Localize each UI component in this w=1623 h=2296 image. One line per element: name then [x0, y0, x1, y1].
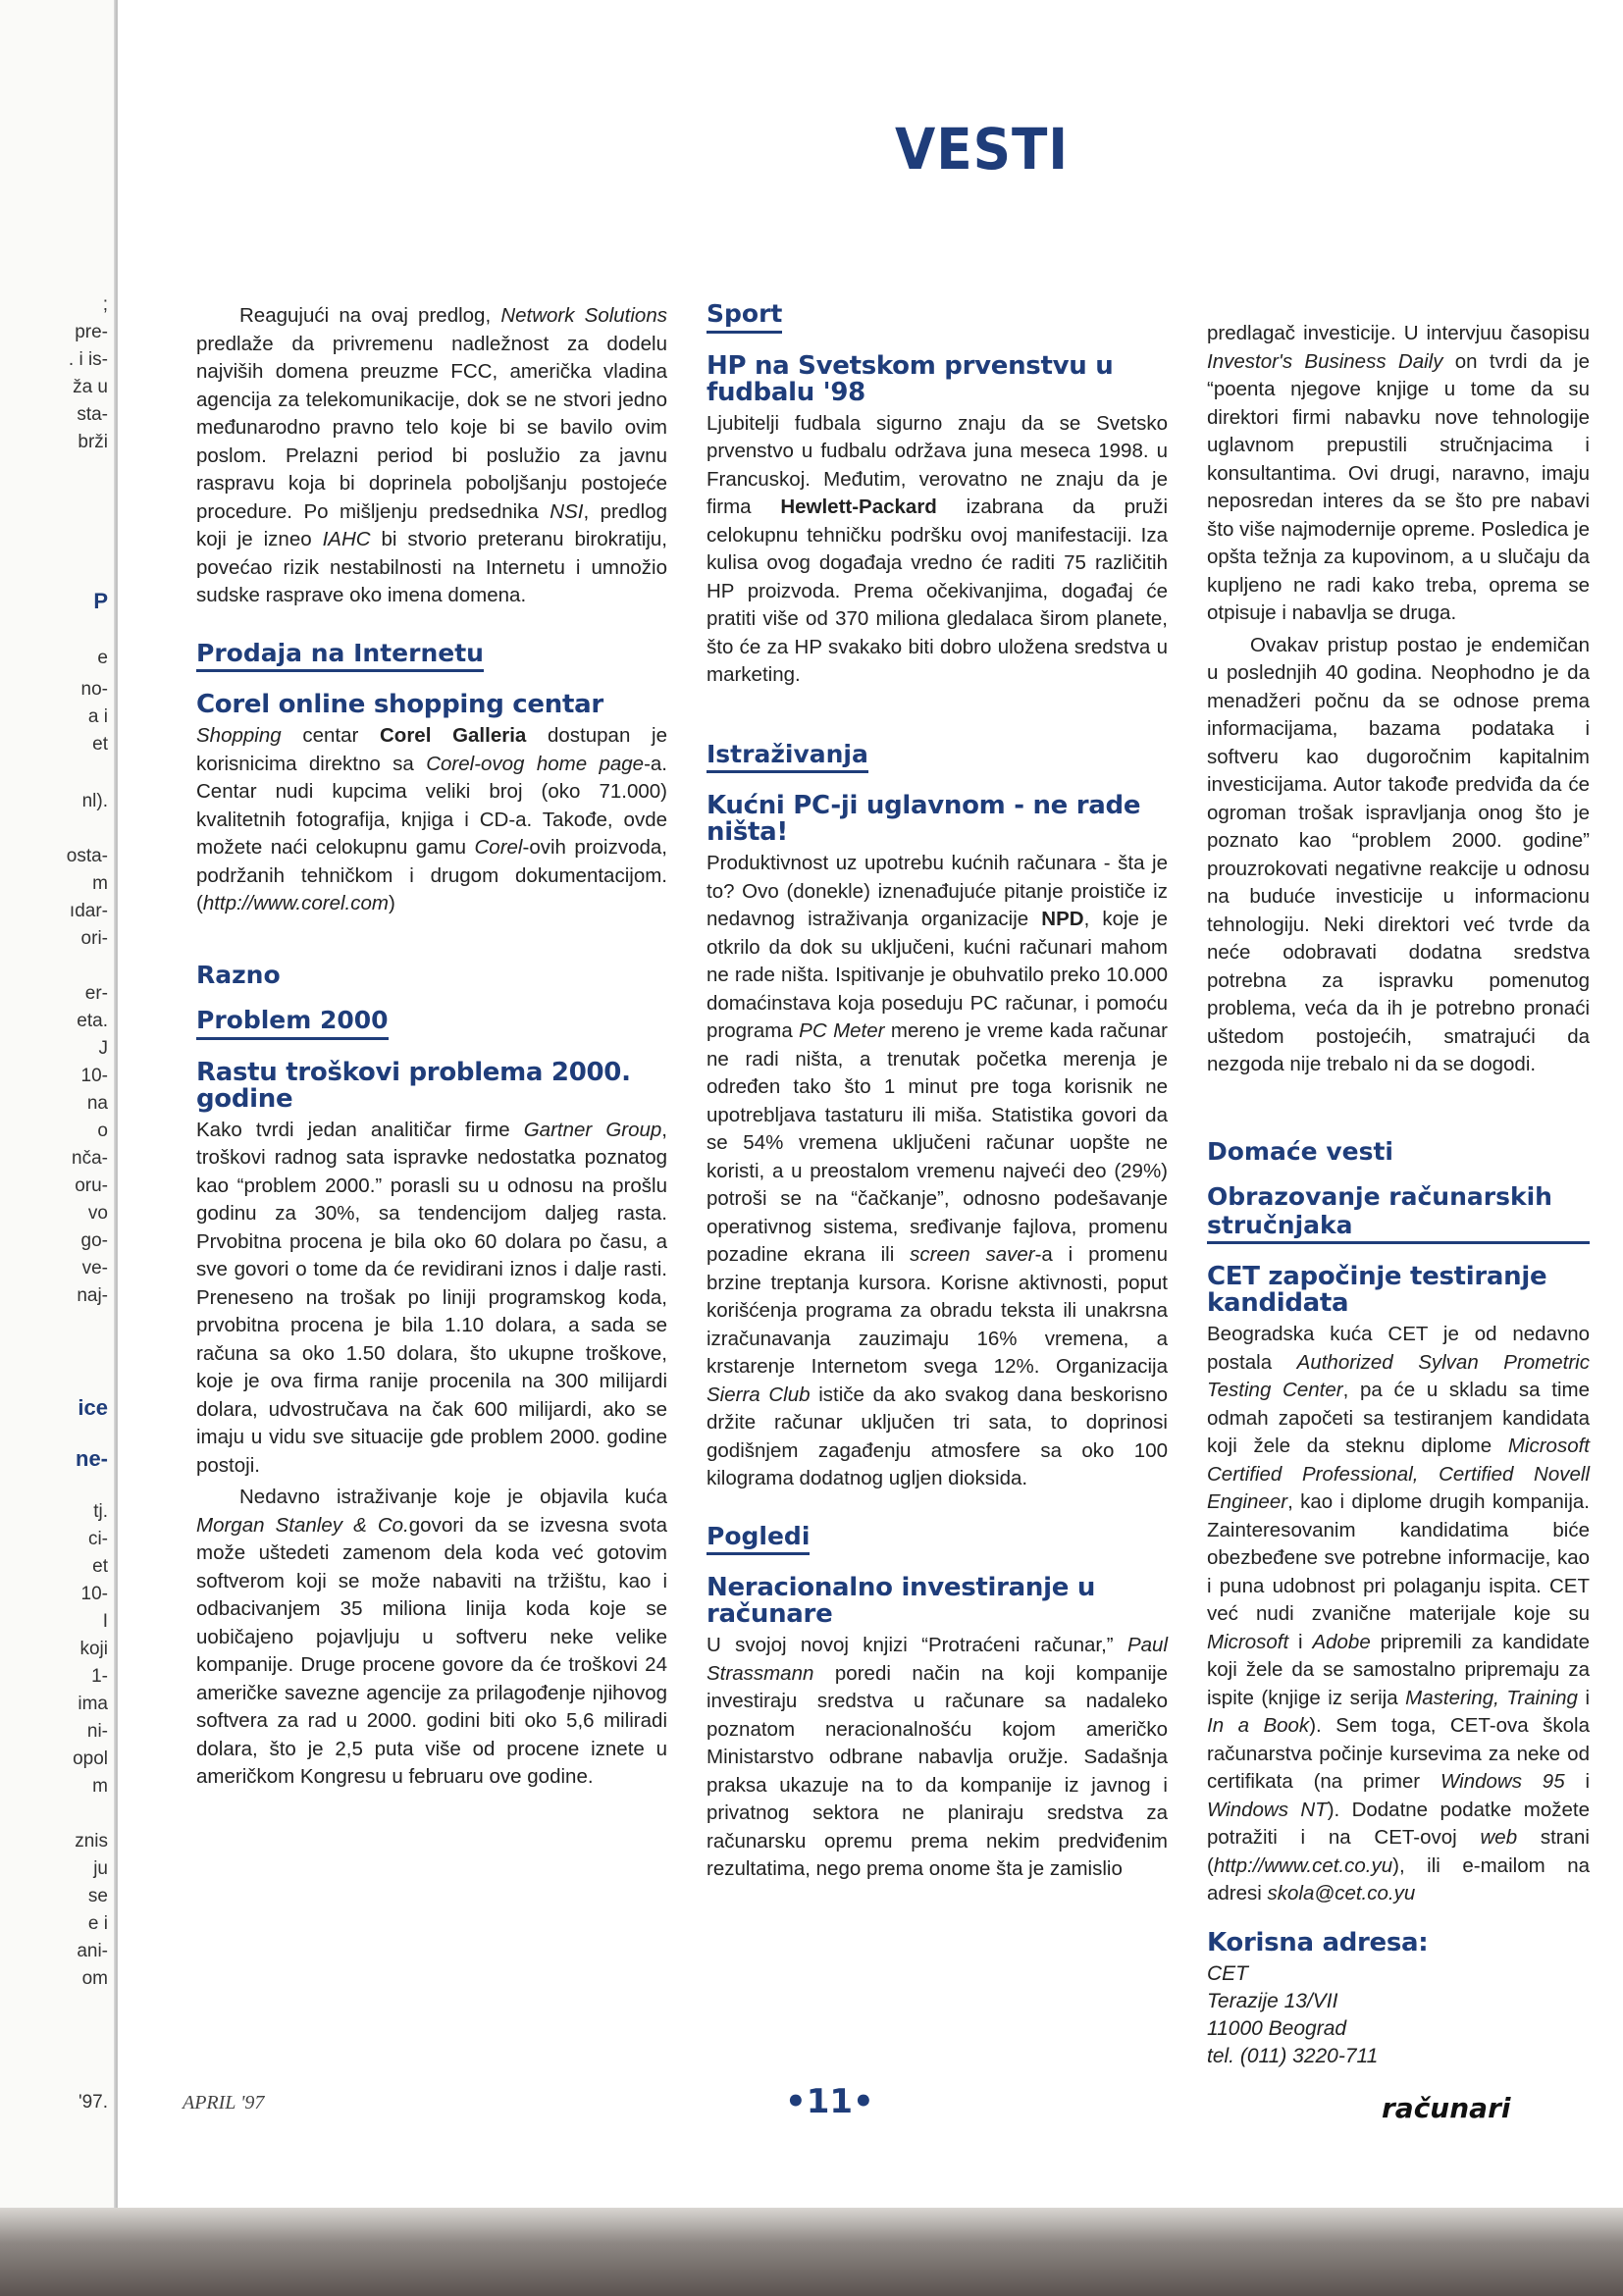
section-heading-sport: Sport — [707, 300, 782, 334]
adjacent-page-text-fragment: opol — [73, 1748, 108, 1769]
text-run: Produktivnost uz upotrebu kućnih računara - šta je to? Ovo (donekle) iznenađujuće pitanje proističe iz nedavnog istraživanja organizacije — [707, 852, 1168, 930]
article-paragraph — [196, 302, 667, 610]
section-heading-problem-2000: Problem 2000 — [196, 1007, 389, 1040]
adjacent-page-text-fragment: znis — [75, 1831, 108, 1852]
section-heading-istrazivanja: Istraživanja — [707, 741, 868, 774]
adjacent-page-text-fragment: J — [98, 1038, 108, 1059]
adjacent-page-text-fragment: '97. — [78, 2092, 108, 2113]
address-line: 11000 Beograd — [1207, 2016, 1347, 2040]
text-run: Mastering, Training — [1405, 1686, 1578, 1709]
adjacent-page-text-fragment: e — [97, 648, 108, 668]
text-run: Reagujući na ovaj predlog, — [239, 304, 501, 327]
text-run: Ovakav pristup postao je endemičan u poslednjih 40 godina. Neophodno je da menadžeri počnu da se odnose prema informacijama, bazama podataka i softveru kao dugoročnim kapitalnim investicijama. Autor takođe predviđa da će ogroman trošak ispravljanja onog što je poznato kao “problem 2000. godine” prouzrokovati negativne reakcije u odnosu na buduće investicije u informacionu tehnologiju. Neki direktori već tvrde da neće odobravati dodatna sredstva potrebna za ispravku pomenutog problema, veća da ih je potrebno pronaći uštedom postojećih, smatrajući da nezgoda nije trebalo ni da se dogodi. — [1207, 633, 1590, 1075]
adjacent-page-text-fragment: ; — [102, 294, 108, 315]
text-run: Windows 95 — [1440, 1770, 1565, 1793]
adjacent-page-text-fragment: go- — [80, 1230, 108, 1251]
text-run: ) — [388, 892, 395, 914]
text-run: Gartner Group — [523, 1118, 662, 1141]
adjacent-page-text-fragment: ni- — [86, 1721, 108, 1742]
text-run: , koje je otkrilo da dok su uključeni, kućni računari mahom ne rade ništa. Ispitivanje je obuhvatilo preko 10.000 domaćinstava koja poseduju PC računar, i pomoću programa — [707, 908, 1168, 1042]
adjacent-page-text-fragment: oru- — [75, 1175, 108, 1196]
adjacent-page-text-fragment: vo — [87, 1203, 108, 1224]
adjacent-page-text-fragment: m — [92, 873, 108, 894]
adjacent-page-text-fragment: sta- — [77, 404, 108, 425]
adjacent-page-text-fragment: nl). — [81, 791, 108, 811]
text-run: Sierra Club — [707, 1383, 811, 1406]
section-heading-domace-vesti: Domaće vesti — [1207, 1136, 1393, 1166]
footer-magazine-name: računari — [1382, 2092, 1511, 2124]
adjacent-page-text-fragment: om — [81, 1968, 108, 1989]
text-run: Investor's Business Daily — [1207, 349, 1443, 373]
text-run: predlaže da privremenu nadležnost za dodelu najviših domena preuzme FCC, američka vladina agencija za telekomunikacije, dok se ne stvori jedno međunarodno pravno telo koje bi se bavilo ovim poslom. Prelazni period bi poslužio za javnu raspravu koja bi doprinela poboljšanju postojeće procedure. Po mišljenju predsednika — [196, 332, 667, 523]
article-paragraph — [707, 1632, 1168, 1884]
article-headline-neracionalno: Neracionalno investiranje u računare — [707, 1573, 1096, 1629]
adjacent-page-text-fragment: koji — [79, 1639, 108, 1659]
adjacent-page-strip — [0, 0, 118, 2296]
text-run: , predlog koji je izneo — [196, 499, 667, 550]
adjacent-page-text-fragment: ice — [78, 1395, 108, 1420]
adjacent-page-text-fragment: ima — [78, 1694, 108, 1714]
text-run: Shopping — [196, 724, 282, 747]
adjacent-page-text-fragment: et — [92, 1556, 108, 1577]
article-paragraph — [1207, 632, 1590, 1079]
adjacent-page-text-fragment: se — [87, 1886, 108, 1906]
article-paragraph — [196, 1484, 667, 1792]
text-run: , pa će u skladu sa time odmah započeti sa testiranjem kandidata koji žele da steknu diplome — [1207, 1379, 1590, 1457]
adjacent-page-text-fragment: eta. — [77, 1011, 108, 1031]
text-run: , troškovi radnog sata ispravke nedostatka poznatog kao “problem 2000.” porasli su u odnosu na prošlu godinu za 30%, sa tendencijom daljeg rasta. Prvobitna procena je bila oko 60 dolara po času, a sve govori o tome da će revidirani iznos i dalje rasti. Preneseno na trošak po liniji programskog koda, prvobitna procena je bila 1.10 dolara, a sada se računa sa oko 1.50 dolara, što ukupne troškove, koje je ova firma ranije procenila na 300 milijardi dolara, udvostručava na čak 600 milijardi, ako se imaju u vidu sve situacije gde problem 2000. godine postoji. — [196, 1118, 667, 1477]
text-run: web — [1480, 1826, 1518, 1849]
text-run: Hewlett-Packard — [780, 496, 937, 518]
article-paragraph — [707, 410, 1168, 690]
adjacent-page-text-fragment: a i — [87, 706, 108, 727]
text-run: Authorized Sylvan Prometric Testing Center — [1207, 1350, 1590, 1401]
text-run: poredi način na koji kompanije investiraju sredstva u računare sa nadaleko poznatom neracionalnošću kojom američko Ministarstvo odbrane nabavlja oružje. Sadašnja praksa ukazuje na to da kompanije iz javnog i privatnog sektora ne planiraju sredstva za računarsku opremu prema nekim predviđenim rezultatima, nego prema onome šta je zamislio — [707, 1661, 1168, 1880]
text-run: i — [1564, 1770, 1591, 1793]
text-run: Microsoft — [1207, 1630, 1289, 1653]
adjacent-page-text-fragment: ori- — [80, 928, 108, 949]
address-line: Terazije 13/VII — [1207, 1989, 1338, 2012]
adjacent-page-text-fragment: er- — [84, 983, 108, 1004]
column-1 — [196, 302, 667, 1796]
page-title: VESTI — [895, 116, 1070, 183]
text-run: -a. Centar nudi kupcima veliki broj (oko 71.000) kvalitetnih fotografija, knjiga i CD-a. Takođe, ovde možete naći celokupnu gamu — [196, 752, 667, 859]
text-run: Ljubitelji fudbala sigurno znaju da se Svetsko prvenstvo u fudbalu održava juna meseca 1998. u Francuskoj. Međutim, verovatno ne znaju da je firma — [707, 411, 1168, 518]
article-paragraph — [196, 1117, 667, 1481]
adjacent-page-text-fragment: o — [97, 1121, 108, 1141]
page-gutter — [114, 0, 118, 2296]
text-run: izabrana da pruži celokupnu tehničku podršku ovoj manifestaciji. Iza kulisa ovog događaja vredno će raditi 75 različitih HP proizvoda. Prema očekivanjima, događaj će pratiti više od 370 miliona gledalaca širom planete, što će za HP svakako biti dobro uložena sredstva u marketing. — [707, 496, 1169, 686]
adjacent-page-text-fragment: 1- — [91, 1666, 108, 1687]
address-line: tel. (011) 3220-711 — [1207, 2044, 1379, 2067]
article-headline-kucni-pc: Kućni PC-ji uglavnom - ne rade ništa! — [707, 791, 1141, 847]
text-run: ). Dodatne podatke možete potražiti i na CET-ovoj — [1207, 1798, 1590, 1849]
adjacent-page-text-fragment: no- — [80, 679, 108, 700]
text-run: i — [1288, 1630, 1313, 1653]
address-block — [1207, 1960, 1590, 2070]
column-3 — [1207, 320, 1590, 2070]
adjacent-page-text-fragment: 10- — [80, 1066, 108, 1086]
text-run: Windows NT — [1207, 1798, 1328, 1821]
section-heading-obrazovanje: Obrazovanje računarskih stručnjaka — [1207, 1183, 1590, 1244]
text-run: Corel-ovog home page — [426, 752, 645, 775]
article-headline-hp: HP na Svetskom prvenstvu u fudbalu '98 — [707, 350, 1114, 407]
article-paragraph — [1207, 320, 1590, 628]
address-heading: Korisna adresa: — [1207, 1927, 1429, 1957]
column-2 — [707, 294, 1168, 1888]
adjacent-page-text-fragment: ci- — [87, 1529, 108, 1549]
article-headline-problem-2000: Rastu troškovi problema 2000. godine — [196, 1057, 631, 1114]
text-run: Network Solutions — [500, 304, 667, 327]
text-run: Morgan Stanley & Co. — [196, 1513, 409, 1537]
magazine-page — [120, 0, 1623, 2296]
text-run: mereno je vreme kada računar ne radi ništa, a trenutak početka merenja je određen tako što 1 minut pre toga korisnik ne upotrebljava tastaturu ili miša. Statistika govori da se 54% vremena uključeni računar uopšte ne koristi, a u preostalom vremenu najveći deo (29%) potroši se na “čačkanje”, odnosno podešavanje operativnog sistema, sređivanje fajlova, promenu pozadine ekrana ili — [707, 1019, 1169, 1266]
text-run: U svojoj novoj knjizi “Protraćeni računar,” — [707, 1634, 1127, 1656]
text-run: bi stvorio preteranu birokratiju, povećao rizik nestabilnosti na Internetu i umnožio sudske rasprave oko imena domena. — [196, 528, 668, 606]
text-run: skola@cet.co.yu — [1267, 1882, 1416, 1905]
adjacent-page-text-fragment: 10- — [80, 1584, 108, 1604]
text-run: strani ( — [1207, 1826, 1590, 1877]
text-run: i — [1577, 1686, 1590, 1709]
footer-page-number: •11• — [785, 2082, 874, 2121]
text-run: -ovih proizvoda, podržanih tehničkom i drugom dokumentacijom. ( — [196, 836, 667, 914]
text-run: Microsoft Certified Professional, Certified Novell Engineer — [1207, 1435, 1590, 1513]
adjacent-page-text-fragment: et — [92, 734, 108, 755]
text-run: Nedavno istraživanje koje je objavila kuća — [239, 1486, 667, 1508]
text-run: In a Book — [1207, 1714, 1310, 1737]
scan-bottom-edge — [0, 2208, 1623, 2296]
text-run: centar — [281, 724, 380, 747]
article-paragraph — [707, 850, 1168, 1493]
adjacent-page-text-fragment: m — [92, 1776, 108, 1797]
text-run: ). Sem toga, CET-ova škola računarstva počinje kursevima za neke od certifikata (na primer — [1207, 1714, 1590, 1793]
adjacent-page-text-fragment: naj- — [77, 1285, 108, 1306]
adjacent-page-text-fragment: e i — [87, 1913, 108, 1934]
address-line: CET — [1207, 1961, 1248, 1985]
section-heading-prodaja: Prodaja na Internetu — [196, 640, 484, 673]
text-run: NSI — [550, 499, 584, 523]
adjacent-page-text-fragment: ne- — [76, 1446, 108, 1471]
adjacent-page-text-fragment: osta- — [66, 846, 108, 866]
adjacent-page-text-fragment: tj. — [93, 1501, 108, 1522]
article-paragraph — [196, 722, 667, 918]
adjacent-page-text-fragment: I — [102, 1611, 108, 1632]
section-heading-pogledi: Pogledi — [707, 1523, 810, 1556]
text-run: ističe da ako svakog dana beskorisno držite računar uključen tri sata, to doprinosi godišnjem zagađenju atmosfere sa oko 100 kilograma dodatnog ugljen dioksida. — [707, 1383, 1168, 1489]
adjacent-page-text-fragment: pre- — [75, 322, 108, 342]
adjacent-page-text-fragment: . i is- — [68, 349, 108, 370]
article-paragraph — [1207, 1321, 1590, 1908]
text-run: http://www.cet.co.yu — [1213, 1853, 1393, 1877]
adjacent-page-text-fragment: nča- — [72, 1148, 108, 1169]
text-run: ), ili e-mailom na adresi — [1207, 1853, 1590, 1905]
text-run: on tvrdi da je “poenta njegove knjige u tome da su direktori firmi nabavku nove tehnologije uglavnom prepustili stručnjacima i konsultantima. Ovi drugi, naravno, imaju neposredan interes da se što pre nabavi što više najmodernije opreme. Posledica je opšta težnja za kupovinom, a u slučaju da kupljeno ne radi kako treba, oprema se otpisuje i nabavlja se druga. — [1207, 349, 1590, 624]
adjacent-page-text-fragment: P — [93, 589, 108, 613]
article-headline-corel: Corel online shopping centar — [196, 690, 603, 719]
adjacent-page-text-fragment: ıdar- — [69, 901, 108, 921]
text-run: govori da se izvesna svota može uštedeti zamenom dela koda već gotovim softverom koji se može nabaviti na tržištu, kao i odbacivanjem 35 miliona linija koda koje se uobičajeno pojavljuju u softveru neke velike kompanije. Druge procene govore da će troškovi 24 američke savezne agencije za prilagođenje njihovog softvera za rad u 2000. godini biti oko 5,6 miliradi dolara, što je 2,5 puta više od procene iznete u američkom Kongresu u februaru ove godine. — [196, 1513, 667, 1788]
text-run: -a i promenu brzine treptanja kursora. Korisne aktivnosti, poput korišćenja programa za obradu teksta ili unakrsna izračunavanja zauzimaju 16% vremena, a krstarenje Internetom svega 12%. Organizacija — [707, 1243, 1168, 1378]
footer-issue-date: APRIL '97 — [183, 2092, 265, 2113]
adjacent-page-text-fragment: ani- — [77, 1941, 108, 1961]
text-run: Paul Strassmann — [707, 1634, 1168, 1685]
text-run: predlagač investicije. U intervjuu časopisu — [1207, 322, 1590, 344]
adjacent-page-text-fragment: ža u — [73, 377, 108, 397]
text-run: Kako tvrdi jedan analitičar firme — [196, 1118, 524, 1141]
adjacent-page-text-fragment: brži — [78, 432, 108, 452]
section-heading-razno: Razno — [196, 960, 281, 989]
text-run: , kao i diplome drugih kompanija. Zainteresovanim kandidatima biće obezbeđene sve potrebne informacije, kao i puna udobnost pri polaganju ispita. CET već nudi zvanične materijale koje su — [1207, 1490, 1590, 1625]
text-run: dostupan je korisnicima direktno sa — [196, 724, 667, 775]
text-run: PC Meter — [799, 1019, 885, 1042]
text-run: Corel Galleria — [380, 724, 527, 747]
adjacent-page-text-fragment: ve- — [81, 1258, 108, 1278]
text-run: IAHC — [322, 528, 371, 550]
text-run: Corel — [474, 836, 523, 859]
text-run: Adobe — [1312, 1630, 1371, 1653]
text-run: NPD — [1041, 908, 1084, 930]
adjacent-page-text-fragment: na — [86, 1093, 108, 1114]
article-headline-cet: CET započinje testiranje kandidata — [1207, 1262, 1547, 1318]
adjacent-page-text-fragment: ju — [93, 1858, 108, 1879]
text-run: http://www.corel.com — [202, 892, 389, 914]
text-run: pripremili za kandidate koji žele da se samostalno pripremaju za ispite (knjige iz serija — [1207, 1630, 1591, 1709]
text-run: Beogradska kuća CET je od nedavno postala — [1207, 1323, 1590, 1374]
text-run: screen saver — [910, 1243, 1035, 1266]
